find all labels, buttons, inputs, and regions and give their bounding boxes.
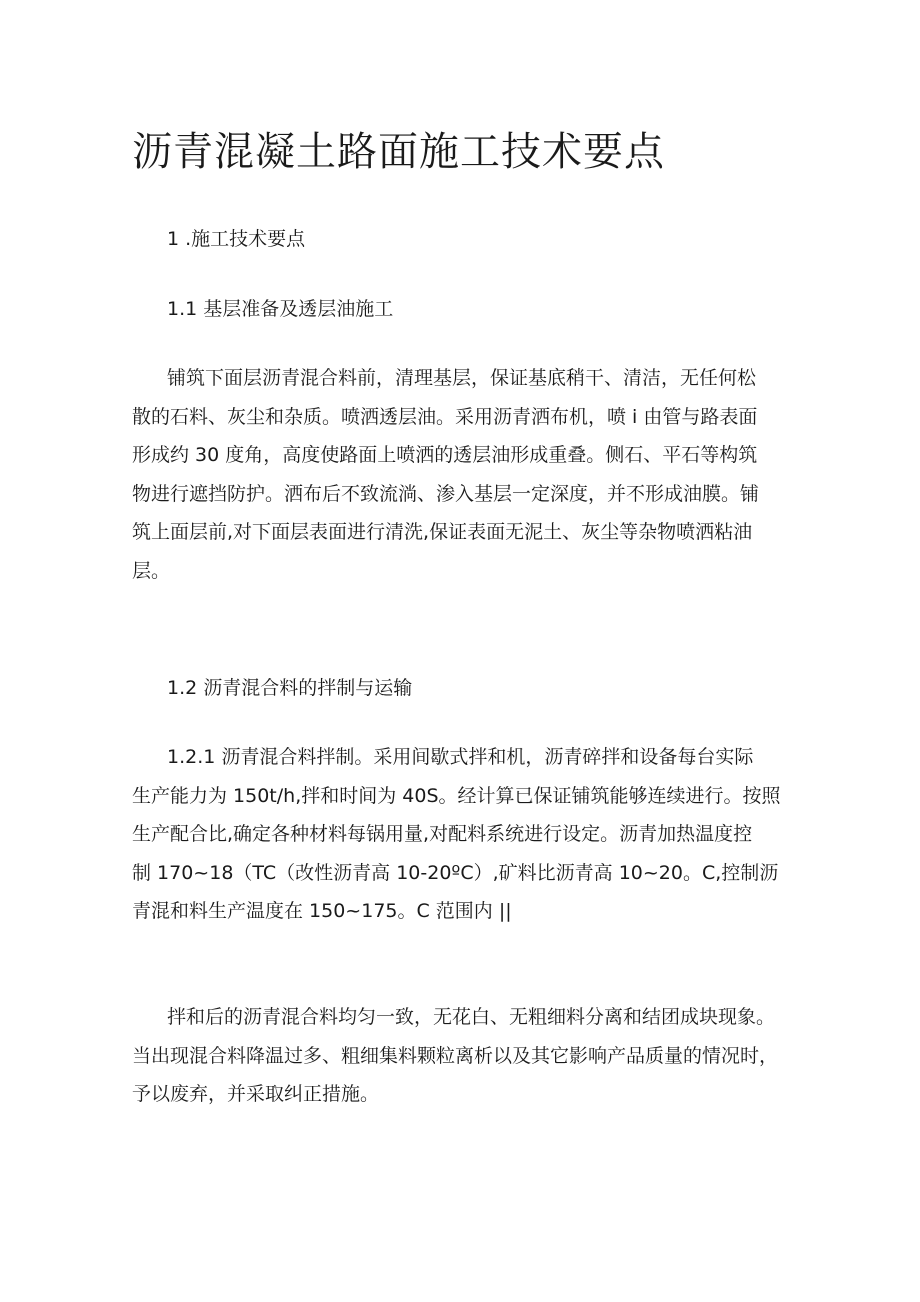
paragraph-line: 生产配合比,确定各种材料每锅用量,对配料系统进行设定。沥青加热温度控 (132, 823, 753, 845)
paragraph-line: 层。 (132, 559, 171, 582)
paragraph-mix-quality (132, 998, 800, 1114)
paragraph-line: 制 170~18（TC（改性沥青高 10-20ºC）,矿料比沥青高 10~20。C,控制沥 (132, 861, 779, 884)
section-heading-1: 1 .施工技术要点 (167, 228, 306, 250)
paragraph-line: 铺筑下面层沥青混合料前，清理基层，保证基底稍干、清洁，无任何松 (167, 367, 757, 389)
paragraph-line: 物进行遮挡防护。洒布后不致流淌、渗入基层一定深度，并不形成油膜。铺 (132, 482, 760, 505)
paragraph-mixing (132, 738, 800, 931)
section-heading-1-2: 1.2 沥青混合料的拌制与运输 (167, 677, 413, 699)
paragraph-base-preparation (132, 359, 800, 590)
paragraph-line: 筑上面层前,对下面层表面进行清洗,保证表面无泥土、灰尘等杂物喷洒粘油 (132, 521, 753, 543)
paragraph-line: 1.2.1 沥青混合料拌制。采用间歇式拌和机，沥青碎拌和设备每台实际 (167, 746, 754, 768)
paragraph-line: 散的石料、灰尘和杂质。喷洒透层油。采用沥青洒布机，喷 i 由管与路表面 (132, 405, 758, 428)
paragraph-line: 生产能力为 150t/h,拌和时间为 40S。经计算已保证铺筑能够连续进行。按照 (132, 784, 781, 807)
paragraph-line: 青混和料生产温度在 150~175。C 范围内 || (132, 900, 512, 922)
document-title: 沥青混凝土路面施工技术要点 (132, 129, 665, 175)
paragraph-line: 予以废弃，并采取纠正措施。 (132, 1083, 380, 1105)
paragraph-line: 拌和后的沥青混合料均匀一致，无花白、无粗细料分离和结团成块现象。 (167, 1006, 776, 1028)
paragraph-line: 形成约 30 度角，高度使路面上喷洒的透层油形成重叠。侧石、平石等构筑 (132, 444, 758, 466)
paragraph-line: 当出现混合料降温过多、粗细集料颗粒离析以及其它影响产品质量的情况时， (132, 1044, 779, 1067)
section-heading-1-1: 1.1 基层准备及透层油施工 (167, 298, 394, 320)
